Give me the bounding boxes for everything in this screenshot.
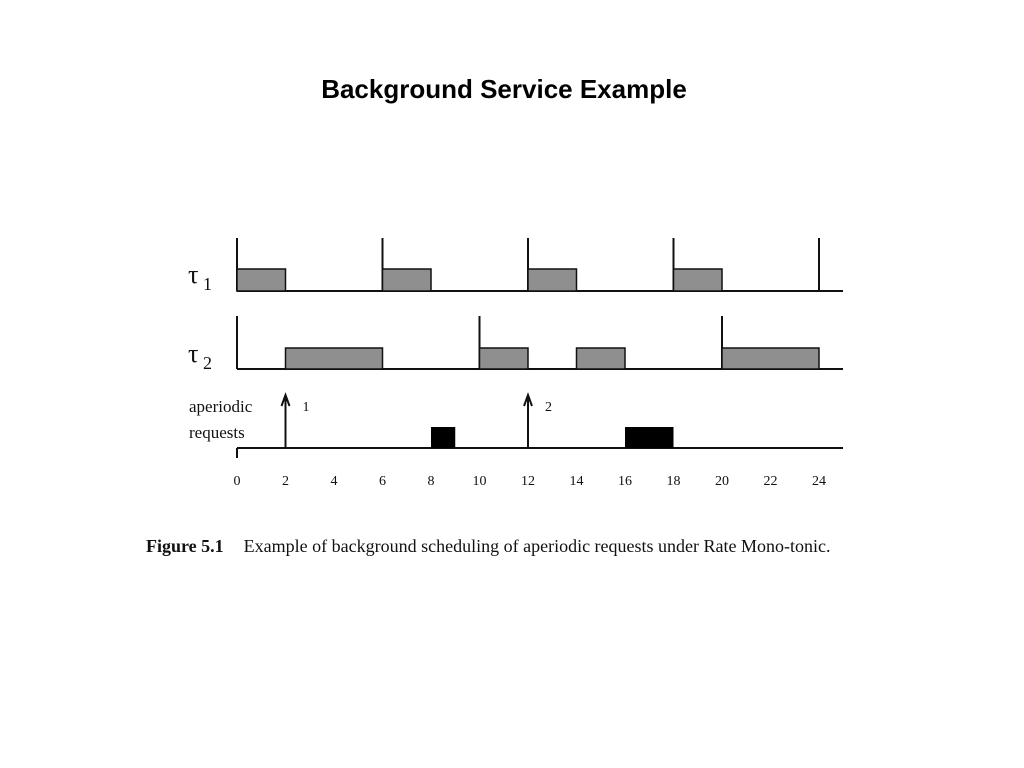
tau2-label: τ [188,339,199,368]
row-tau1 [188,238,843,294]
aperiodic-exec-bar-0 [431,427,455,448]
arrival-label-0: 1 [302,400,310,415]
tau2-exec-bar-2 [577,348,626,369]
tau1-label: τ [188,260,199,289]
tau2-exec-bar-0 [286,348,383,369]
tau1-exec-bar-3 [674,269,723,291]
axis-tick-label-0: 0 [233,474,241,489]
axis-tick-label-4: 8 [427,474,435,489]
tau1-exec-bar-2 [528,269,577,291]
aperiodic-label: aperiodic [189,397,253,416]
caption-text: Example of background scheduling of aperiodic requests under Rate Mono-tonic. [243,536,831,556]
axis-tick-label-9: 18 [666,474,681,489]
axis-tick-label-10: 20 [715,474,729,489]
figure-caption [146,534,906,558]
aperiodic-exec-bar-1 [625,427,674,448]
axis-tick-label-3: 6 [379,474,386,489]
aperiodic-bars [431,427,674,448]
axis-tick-label-7: 14 [569,474,584,489]
axis-tick-label-6: 12 [521,474,535,489]
arrival-label-1: 2 [545,400,552,415]
axis-tick-label-11: 22 [763,474,778,489]
axis-tick-label-1: 2 [282,474,289,489]
row-tau2 [188,316,843,373]
tau1-exec-bar-0 [237,269,286,291]
requests-label: requests [189,423,245,442]
tau1-bars [237,269,722,291]
row-aperiodic [189,395,843,448]
time-axis [234,448,827,489]
tau2-exec-bar-1 [480,348,529,369]
tau2-subscript: 2 [203,353,212,373]
slide-title: Background Service Example [321,74,687,104]
tau1-subscript: 1 [203,274,212,294]
axis-tick-label-5: 10 [472,474,487,489]
tau1-exec-bar-1 [383,269,432,291]
aperiodic-arrivals [282,395,553,448]
caption-label: Figure 5.1 [146,536,224,556]
tau2-bars [286,348,820,369]
tau2-exec-bar-3 [722,348,819,369]
axis-tick-label-8: 16 [618,474,632,489]
axis-tick-label-12: 24 [812,474,826,489]
axis-tick-label-2: 4 [330,474,338,489]
